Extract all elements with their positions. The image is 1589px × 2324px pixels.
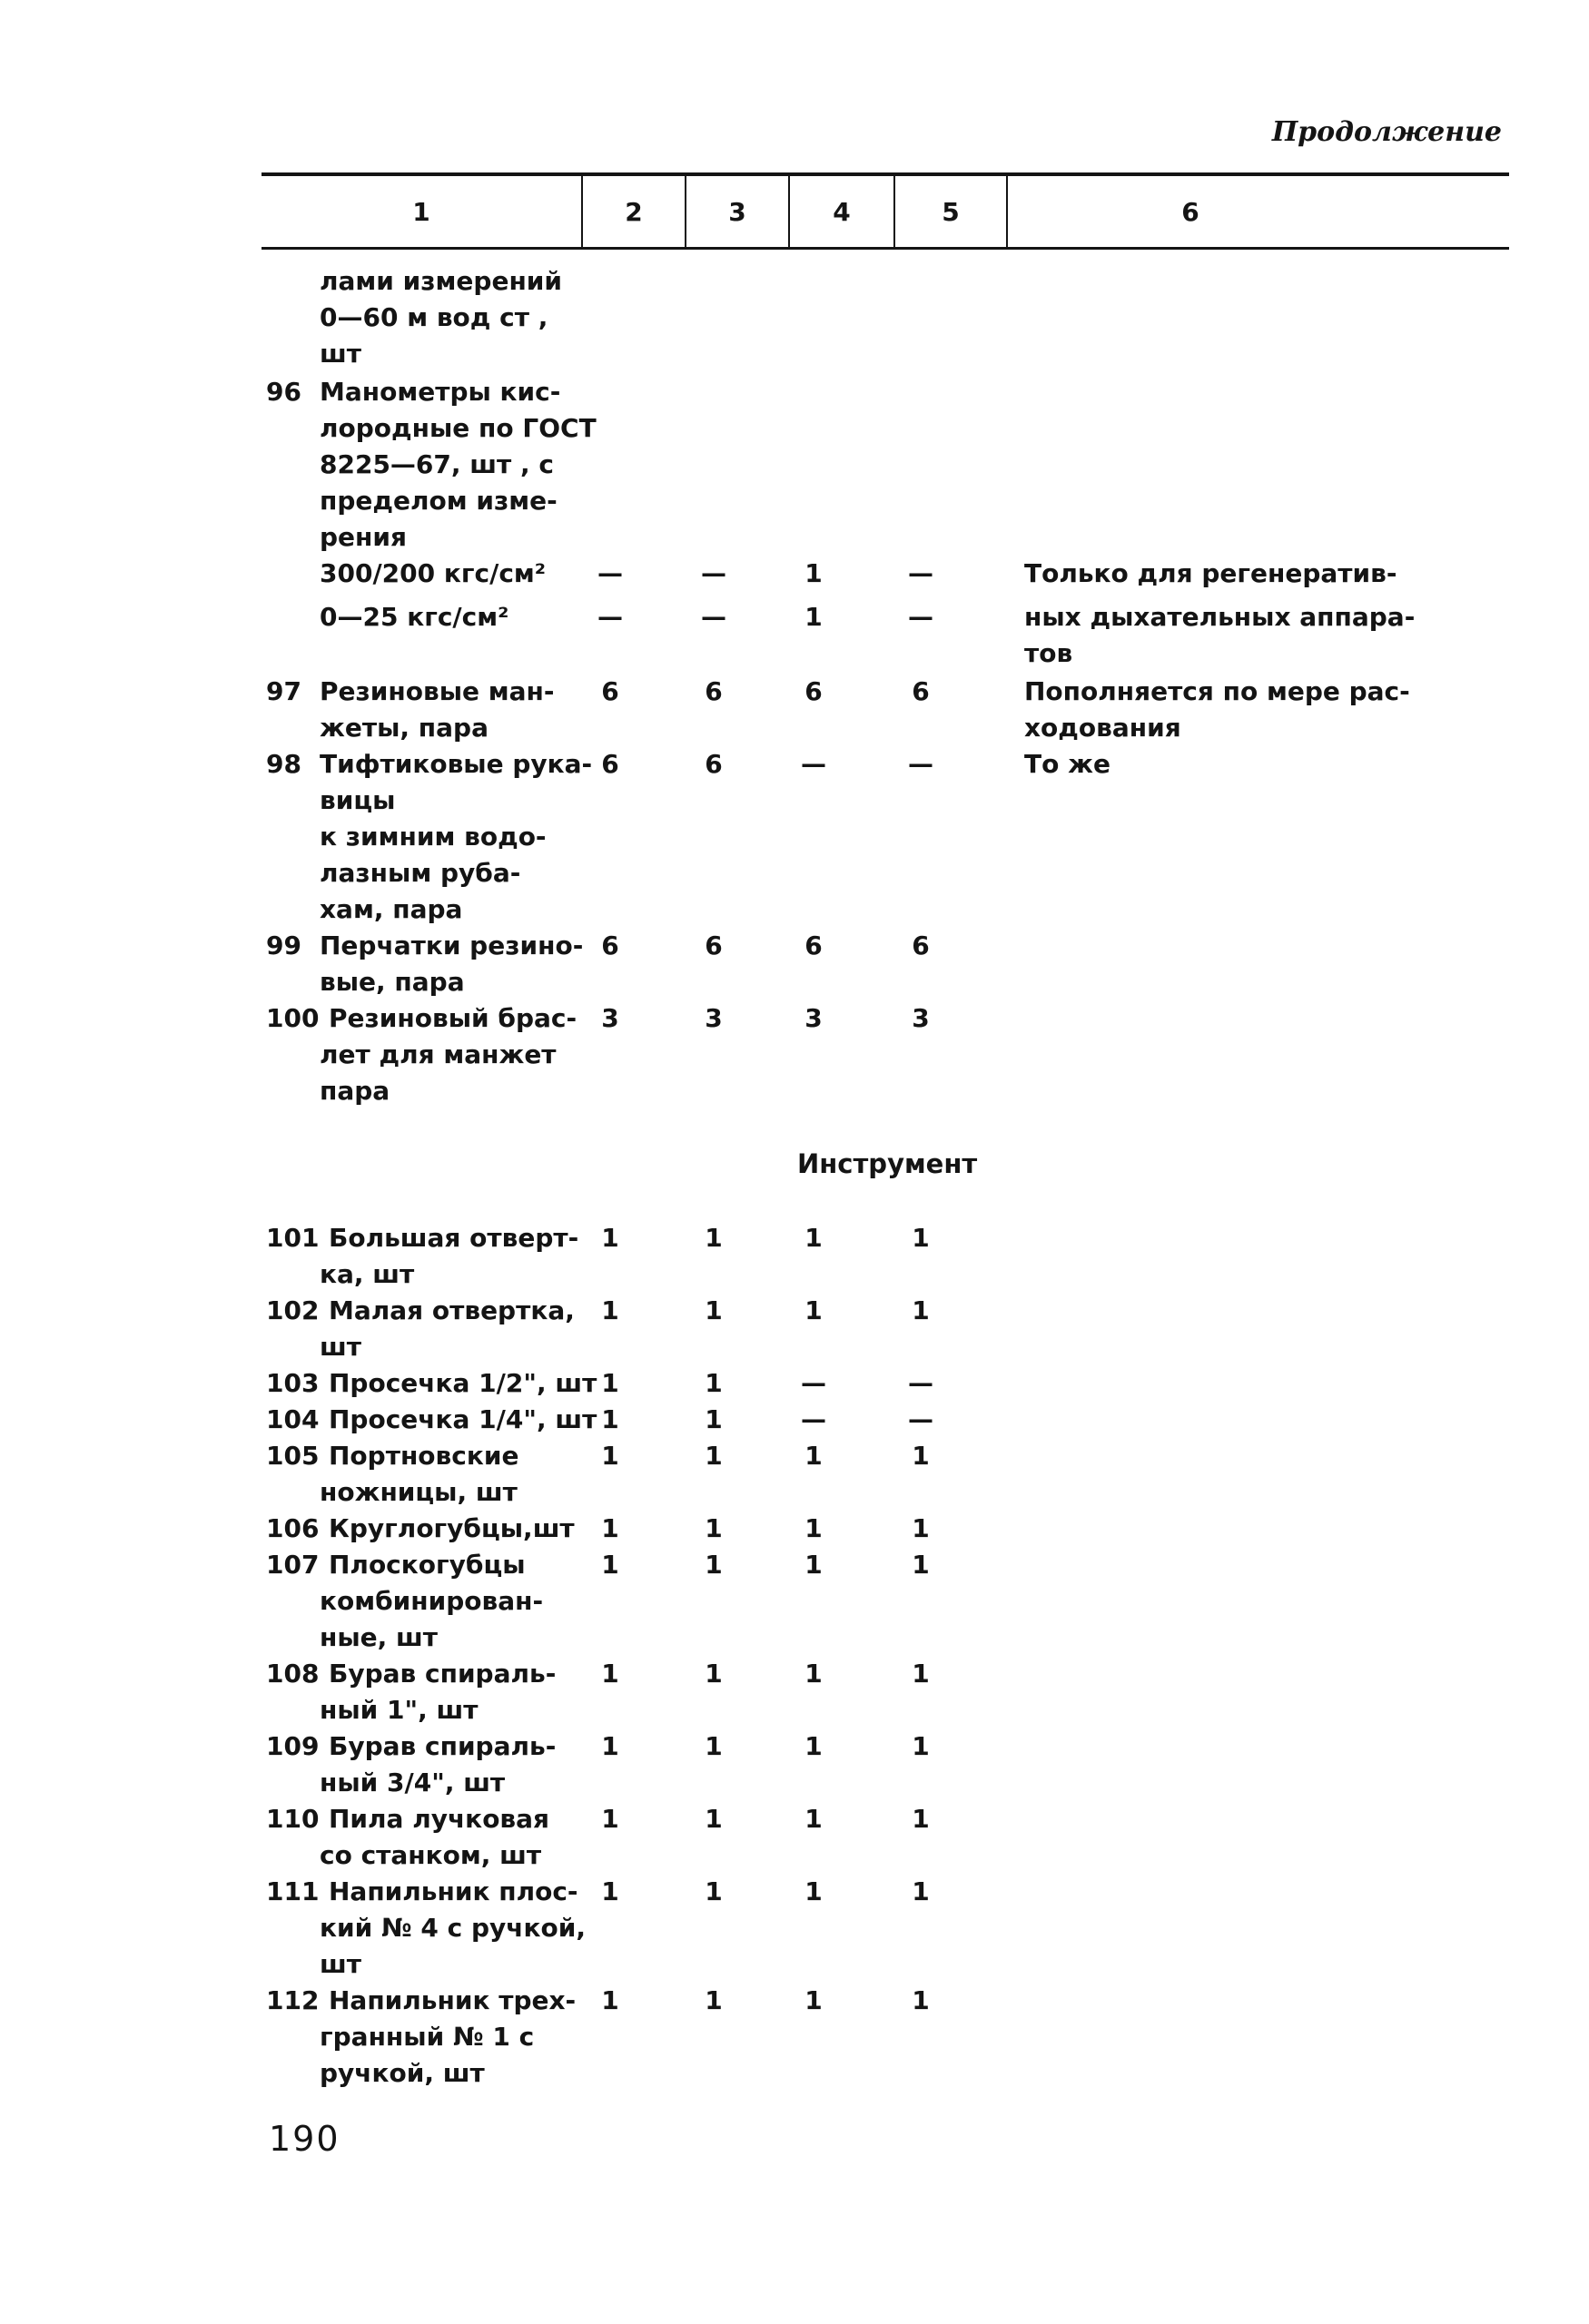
quantity-c2: 1 bbox=[601, 1876, 619, 1906]
quantity-c2: 1 bbox=[601, 1513, 619, 1543]
quantity-c4: 1 bbox=[804, 1659, 823, 1689]
quantity-c2: 3 bbox=[601, 1003, 619, 1033]
item-name-line: пределом изме- bbox=[320, 486, 558, 516]
column-header-2: 2 bbox=[625, 196, 643, 227]
item-name-line: шт bbox=[320, 339, 361, 369]
quantity-c2: 1 bbox=[601, 1223, 619, 1253]
item-name-line: 300/200 кгс/см² bbox=[320, 558, 547, 588]
quantity-c5: 1 bbox=[912, 1223, 930, 1253]
item-name-line: 0—25 кгс/см² bbox=[320, 602, 509, 632]
quantity-c2: 1 bbox=[601, 1659, 619, 1689]
item-name-line: Просечка 1/2", шт bbox=[329, 1368, 597, 1398]
quantity-c4: — bbox=[801, 1368, 826, 1398]
item-name-line: Перчатки резино- bbox=[320, 931, 584, 960]
row-number: 99 bbox=[266, 931, 301, 960]
item-name-line: 0—60 м вод ст , bbox=[320, 302, 548, 332]
quantity-c5: 6 bbox=[912, 676, 930, 706]
row-number: 98 bbox=[266, 749, 301, 779]
item-name-line: Малая отвертка, bbox=[329, 1295, 575, 1325]
quantity-c4: 1 bbox=[804, 1876, 823, 1906]
row-number: 107 bbox=[266, 1550, 320, 1580]
quantity-c2: 1 bbox=[601, 1368, 619, 1398]
quantity-c3: 1 bbox=[705, 1513, 723, 1543]
quantity-c3: 1 bbox=[705, 1985, 723, 2015]
item-name-line: Резиновые ман- bbox=[320, 676, 555, 706]
note-line: тов bbox=[1024, 638, 1073, 668]
quantity-c4: 1 bbox=[804, 1441, 823, 1471]
item-name-line: ручкой, шт bbox=[320, 2058, 485, 2088]
quantity-c5: 3 bbox=[912, 1003, 930, 1033]
item-name-line: Резиновый брас- bbox=[329, 1003, 577, 1033]
row-number: 112 bbox=[266, 1985, 320, 2015]
quantity-c3: 6 bbox=[705, 931, 723, 960]
quantity-c3: 6 bbox=[705, 749, 723, 779]
item-name-line: лет для манжет bbox=[320, 1039, 557, 1069]
row-number: 96 bbox=[266, 377, 301, 407]
row-number: 106 bbox=[266, 1513, 320, 1543]
quantity-c4: — bbox=[801, 1404, 826, 1434]
row-number: 109 bbox=[266, 1731, 320, 1761]
item-name-line: Плоскогубцы bbox=[329, 1550, 526, 1580]
quantity-c4: 1 bbox=[804, 1550, 823, 1580]
quantity-c4: 1 bbox=[804, 558, 823, 588]
quantity-c3: 3 bbox=[705, 1003, 723, 1033]
item-name-line: ка, шт bbox=[320, 1259, 415, 1289]
item-name-line: комбинирован- bbox=[320, 1586, 544, 1616]
quantity-c5: 1 bbox=[912, 1441, 930, 1471]
quantity-c5: 1 bbox=[912, 1550, 930, 1580]
quantity-c4: 1 bbox=[804, 1223, 823, 1253]
column-header-5: 5 bbox=[942, 196, 960, 227]
row-number: 103 bbox=[266, 1368, 320, 1398]
item-name-line: Большая отверт- bbox=[329, 1223, 579, 1253]
item-name-line: к зимним водо- bbox=[320, 822, 547, 852]
quantity-c4: 6 bbox=[804, 931, 823, 960]
item-name-line: Пила лучковая bbox=[329, 1804, 550, 1834]
item-name-line: ный 1", шт bbox=[320, 1695, 479, 1725]
quantity-c3: 1 bbox=[705, 1659, 723, 1689]
item-name-line: Напильник трех- bbox=[329, 1985, 577, 2015]
column-header-1: 1 bbox=[412, 196, 430, 227]
row-number: 110 bbox=[266, 1804, 320, 1834]
item-name-line: ножницы, шт bbox=[320, 1477, 518, 1507]
item-name-line: пара bbox=[320, 1076, 390, 1106]
quantity-c2: 1 bbox=[601, 1404, 619, 1434]
quantity-c3: 6 bbox=[705, 676, 723, 706]
quantity-c5: 1 bbox=[912, 1659, 930, 1689]
quantity-c4: 1 bbox=[804, 1985, 823, 2015]
quantity-c2: 1 bbox=[601, 1441, 619, 1471]
item-name-line: жеты, пара bbox=[320, 713, 489, 743]
item-name-line: Портновские bbox=[329, 1441, 519, 1471]
quantity-c5: 1 bbox=[912, 1513, 930, 1543]
item-name-line: лородные по ГОСТ bbox=[320, 413, 597, 443]
quantity-c2: 6 bbox=[601, 676, 619, 706]
note-line: ходования bbox=[1024, 713, 1181, 743]
quantity-c4: 1 bbox=[804, 1295, 823, 1325]
column-header-3: 3 bbox=[728, 196, 746, 227]
row-number: 104 bbox=[266, 1404, 320, 1434]
quantity-c3: 1 bbox=[705, 1223, 723, 1253]
quantity-c2: — bbox=[597, 602, 623, 632]
quantity-c2: — bbox=[597, 558, 623, 588]
item-name-line: вые, пара bbox=[320, 967, 465, 997]
item-name-line: Бурав спираль- bbox=[329, 1659, 557, 1689]
quantity-c3: 1 bbox=[705, 1295, 723, 1325]
quantity-c4: 1 bbox=[804, 1513, 823, 1543]
item-name-line: шт bbox=[320, 1949, 361, 1979]
quantity-c2: 6 bbox=[601, 749, 619, 779]
quantity-c5: 1 bbox=[912, 1985, 930, 2015]
quantity-c3: 1 bbox=[705, 1441, 723, 1471]
note-line: Только для регенератив- bbox=[1024, 558, 1397, 588]
quantity-c4: 1 bbox=[804, 602, 823, 632]
note-line: То же bbox=[1024, 749, 1110, 779]
page-number: 190 bbox=[269, 2119, 340, 2159]
quantity-c3: 1 bbox=[705, 1804, 723, 1834]
quantity-c2: 1 bbox=[601, 1731, 619, 1761]
quantity-c2: 1 bbox=[601, 1985, 619, 2015]
row-number: 108 bbox=[266, 1659, 320, 1689]
note-line: Пополняется по мере рас- bbox=[1024, 676, 1410, 706]
row-number: 101 bbox=[266, 1223, 320, 1253]
item-name-line: 8225—67, шт , с bbox=[320, 449, 554, 479]
quantity-c5: — bbox=[908, 1404, 933, 1434]
quantity-c3: 1 bbox=[705, 1550, 723, 1580]
item-name-line: кий № 4 с ручкой, bbox=[320, 1913, 587, 1943]
quantity-c2: 6 bbox=[601, 931, 619, 960]
quantity-c5: — bbox=[908, 749, 933, 779]
quantity-c5: — bbox=[908, 558, 933, 588]
quantity-c3: 1 bbox=[705, 1876, 723, 1906]
item-name-line: хам, пара bbox=[320, 894, 463, 924]
item-name-line: Манометры кис- bbox=[320, 377, 561, 407]
row-number: 102 bbox=[266, 1295, 320, 1325]
quantity-c3: 1 bbox=[705, 1404, 723, 1434]
section-title: Инструмент bbox=[797, 1148, 978, 1179]
quantity-c5: — bbox=[908, 1368, 933, 1398]
quantity-c3: 1 bbox=[705, 1731, 723, 1761]
note-line: ных дыхательных аппара- bbox=[1024, 602, 1416, 632]
quantity-c3: — bbox=[701, 558, 726, 588]
quantity-c3: — bbox=[701, 602, 726, 632]
item-name-line: гранный № 1 с bbox=[320, 2022, 535, 2052]
item-name-line: Тифтиковые рука- bbox=[320, 749, 593, 779]
quantity-c5: 1 bbox=[912, 1731, 930, 1761]
quantity-c4: — bbox=[801, 749, 826, 779]
item-name-line: рения bbox=[320, 522, 407, 552]
column-header-6: 6 bbox=[1181, 196, 1199, 227]
item-name-line: Бурав спираль- bbox=[329, 1731, 557, 1761]
item-name-line: со станком, шт bbox=[320, 1840, 542, 1870]
item-name-line: лазным руба- bbox=[320, 858, 521, 888]
quantity-c2: 1 bbox=[601, 1550, 619, 1580]
row-number: 97 bbox=[266, 676, 301, 706]
quantity-c2: 1 bbox=[601, 1295, 619, 1325]
quantity-c4: 1 bbox=[804, 1731, 823, 1761]
quantity-c2: 1 bbox=[601, 1804, 619, 1834]
column-header-4: 4 bbox=[833, 196, 851, 227]
item-name-line: лами измерений bbox=[320, 266, 563, 296]
quantity-c4: 3 bbox=[804, 1003, 823, 1033]
item-name-line: Напильник плос- bbox=[329, 1876, 578, 1906]
item-name-line: ный 3/4", шт bbox=[320, 1768, 506, 1797]
quantity-c5: 1 bbox=[912, 1876, 930, 1906]
quantity-c4: 6 bbox=[804, 676, 823, 706]
row-number: 105 bbox=[266, 1441, 320, 1471]
quantity-c3: 1 bbox=[705, 1368, 723, 1398]
quantity-c5: 1 bbox=[912, 1295, 930, 1325]
item-name-line: Круглогубцы,шт bbox=[329, 1513, 575, 1543]
quantity-c5: 1 bbox=[912, 1804, 930, 1834]
quantity-c4: 1 bbox=[804, 1804, 823, 1834]
item-name-line: ные, шт bbox=[320, 1622, 439, 1652]
table-header-bottom-rule bbox=[262, 247, 1509, 250]
quantity-c5: — bbox=[908, 602, 933, 632]
item-name-line: шт bbox=[320, 1332, 361, 1362]
continuation-label: Продолжение bbox=[1271, 116, 1502, 148]
quantity-c5: 6 bbox=[912, 931, 930, 960]
item-name-line: Просечка 1/4", шт bbox=[329, 1404, 597, 1434]
item-name-line: вицы bbox=[320, 785, 396, 815]
row-number: 111 bbox=[266, 1876, 320, 1906]
row-number: 100 bbox=[266, 1003, 320, 1033]
